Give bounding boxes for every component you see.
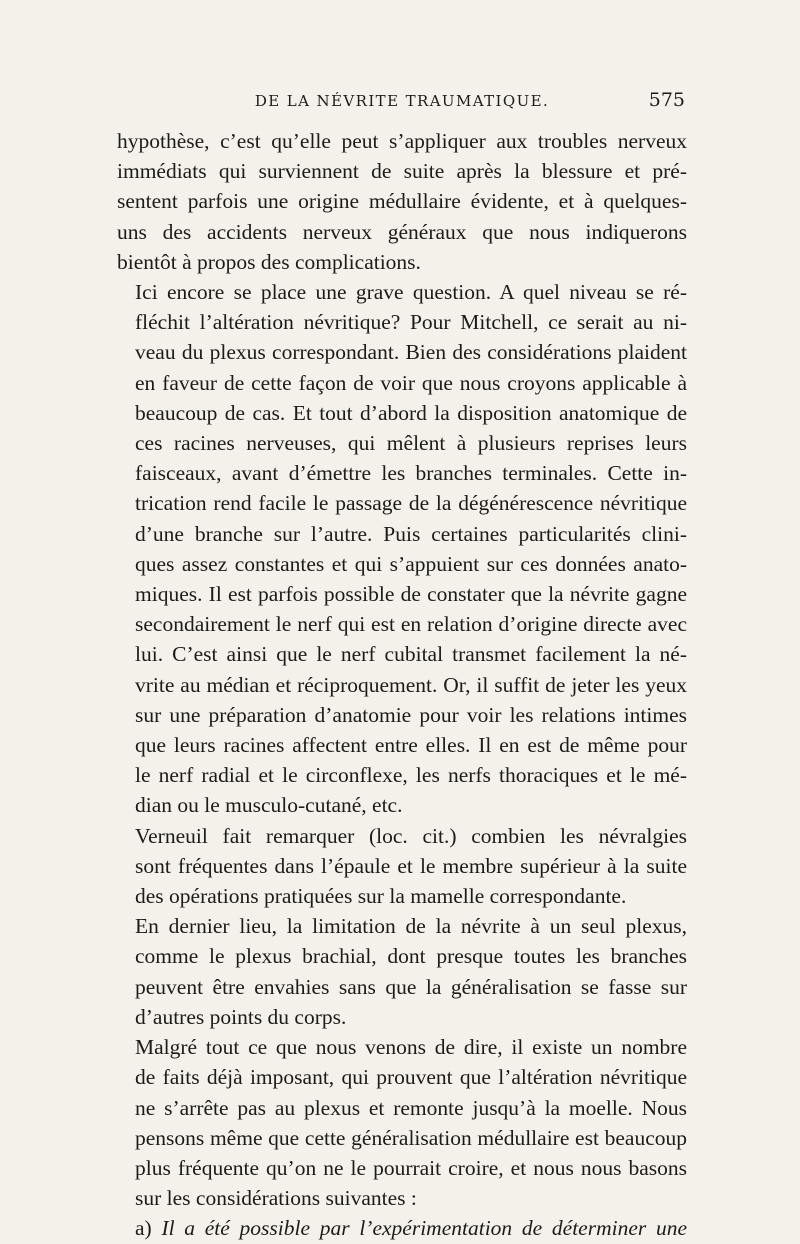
text-line: d’autres points du corps. (135, 1004, 347, 1029)
text-line: comme le plexus brachial, dont presque toutes les branches (135, 944, 687, 969)
text-line: beaucoup de cas. Et tout d’abord la disposition anatomique de (135, 400, 687, 425)
running-title: DE LA NÉVRITE TRAUMATIQUE. (254, 92, 550, 110)
text-line: sur les considérations suivantes : (135, 1186, 417, 1211)
text-line: sont fréquentes dans l’épaule et le membre supérieur à la suite (135, 853, 687, 878)
text-line: lui. C’est ainsi que le nerf cubital transmet facilement la né- (135, 642, 687, 667)
text-line: Malgré tout ce que nous venons de dire, il existe un nombre (135, 1035, 687, 1060)
text-line: plus fréquente qu’on ne le pourrait croire, et nous nous basons (135, 1155, 687, 1180)
text-line: bientôt à propos des complications. (117, 249, 421, 274)
text-line: En dernier lieu, la limitation de la névrite à un seul plexus, (135, 914, 687, 939)
running-header (117, 89, 687, 126)
text-line: fléchit l’altération névritique? Pour Mitchell, ce serait au ni- (135, 310, 687, 335)
page-number: 575 (648, 89, 685, 111)
text-line: Verneuil fait remarquer (loc. cit.) combien les névralgies (135, 823, 687, 848)
body-text (117, 126, 687, 1244)
text-line: sur une préparation d’anatomie pour voir les relations intimes (135, 702, 687, 727)
paragraph-5 (117, 1032, 687, 1213)
text-line: peuvent être envahies sans que la généralisation se fasse sur (135, 974, 687, 999)
book-page (117, 89, 688, 1244)
text-line: veau du plexus correspondant. Bien des considérations plaident (135, 340, 687, 365)
text-line: ques assez constantes et qui s’appuient sur ces données anato- (135, 551, 687, 576)
text-line: faisceaux, avant d’émettre les branches terminales. Cette in- (135, 461, 687, 486)
text-line: trication rend facile le passage de la dégénérescence névritique (135, 491, 687, 516)
paragraph-3 (117, 821, 687, 912)
text-line: miques. Il est parfois possible de constater que la névrite gagne (135, 582, 687, 607)
list-marker: a) (135, 1216, 162, 1241)
text-line: d’une branche sur l’autre. Puis certaines particularités clini- (135, 521, 687, 546)
text-line: secondairement le nerf qui est en relation d’origine directe avec (135, 612, 687, 637)
text-line: hypothèse, c’est qu’elle peut s’appliquer aux troubles nerveux (117, 129, 687, 153)
text-line: vrite au médian et réciproquement. Or, il suffit de jeter les yeux (135, 672, 687, 697)
text-line: Ici encore se place une grave question. A quel niveau se ré- (135, 280, 687, 305)
paragraph-6-start (117, 1213, 687, 1243)
text-line: ces racines nerveuses, qui mêlent à plusieurs reprises leurs (135, 431, 687, 456)
text-line (117, 1213, 687, 1243)
paragraph-1 (117, 126, 687, 277)
text-line: le nerf radial et le circonflexe, les nerfs thoraciques et le mé- (135, 763, 687, 788)
paragraph-4 (117, 911, 687, 1032)
text-line: pensons même que cette généralisation médullaire est beaucoup (135, 1125, 687, 1150)
text-line: immédiats qui surviennent de suite après la blessure et pré- (117, 159, 687, 184)
text-line: de faits déjà imposant, qui prouvent que l’altération névritique (135, 1065, 687, 1090)
text-line: en faveur de cette façon de voir que nous croyons applicable à (135, 370, 687, 395)
text-line: que leurs racines affectent entre elles. Il en est de même pour (135, 733, 687, 758)
paragraph-2 (117, 277, 687, 821)
italic-text: Il a été possible par l’expérimentation de déterminer une (161, 1216, 688, 1241)
text-line: ne s’arrête pas au plexus et remonte jusqu’à la moelle. Nous (135, 1095, 687, 1120)
text-line: des opérations pratiquées sur la mamelle correspondante. (135, 884, 627, 909)
text-line: sentent parfois une origine médullaire évidente, et à quelques- (117, 189, 687, 214)
text-line: dian ou le musculo-cutané, etc. (135, 793, 403, 818)
text-line: uns des accidents nerveux généraux que nous indiquerons (117, 219, 687, 244)
